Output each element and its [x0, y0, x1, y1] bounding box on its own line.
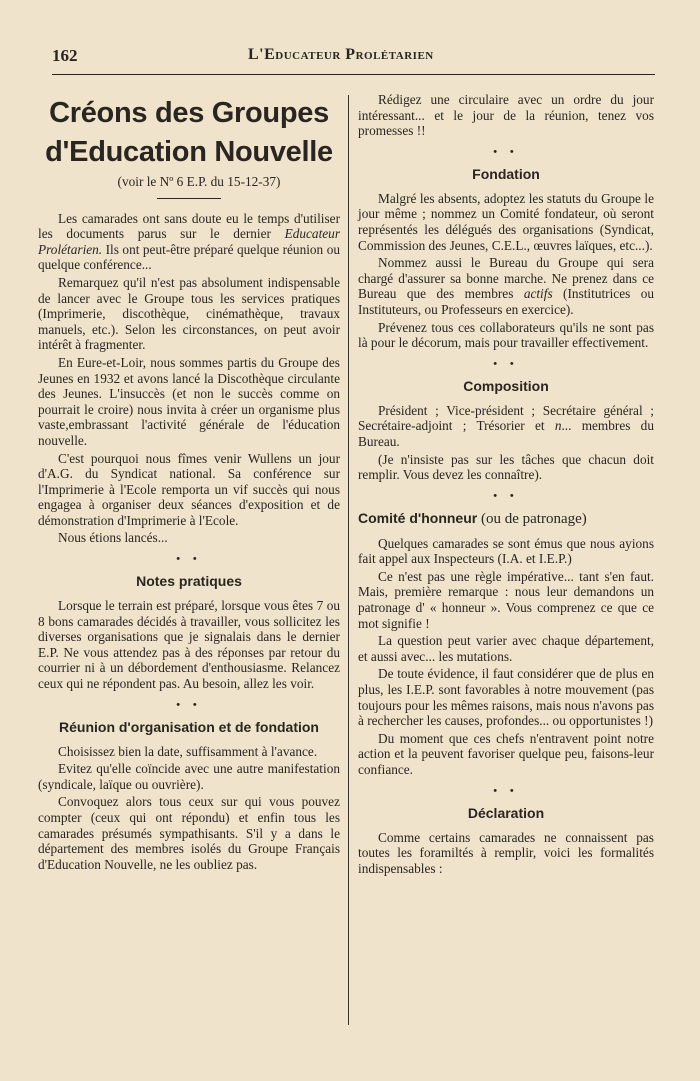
heading-reunion: Réunion d'organisation et de fondation — [59, 718, 319, 735]
comite-paragraph-4: De toute évidence, il faut considérer que de plus en plus, les I.E.P. sont favorables à notre mouvement (pas toujours pour les mêmes raisons, mais nous n'avons pas à rechercher les causes, profondes... ou opportunistes !) — [358, 666, 655, 729]
intro-paragraph-2: Remarquez qu'il n'est pas absolument indispensable de lancer avec le Groupe tous les services pratiques (Imprimerie, discothèque, cinémathèque, travaux manuels, etc.). Selon les circonstances, on peut avoir intérêt à fragmenter. — [38, 274, 340, 353]
notes-paragraph-1: Lorsque le terrain est préparé, lorsque vous êtes 7 ou 8 bons camarades décidés à travailler, vous sollicitez les diverses organisations que je signalais dans le dernier E.P. Ne vous attendez pas à des réponses par retour du courrier ni à un débordement d'enthousiasme. Relancez ceux qui ne répondent pas. Au besoin, allez les voir. — [38, 598, 340, 692]
article-title — [38, 94, 340, 172]
section-separator: • • — [493, 357, 519, 370]
actifs-italic: actifs — [523, 286, 553, 302]
journal-title: L'Educateur Prolétarien — [248, 46, 434, 63]
section-separator: • • — [176, 698, 202, 711]
comite-paragraph-5: Du moment que ces chefs n'entravent point notre action et la peuvent favoriser quelque peu, faisons-leur confiance. — [358, 730, 654, 777]
circulaire-paragraph: Rédigez une circulaire avec un ordre du jour intéressant... et le jour de la réunion, tenez vos promesses !! — [358, 92, 654, 139]
intro-paragraph-3: En Eure-et-Loir, nous sommes partis du Groupe des Jeunes en 1932 et avons lancé la Discothèque circulante des Jeunes. L'insuccès (et non le succès comme on pourrait le croire) nous invita à créer un organisme plus vaste,embrassant l'activité générale de l'éducation nouvelle. — [38, 354, 340, 448]
reunion-paragraph-3: Convoquez alors tous ceux sur qui vous pouvez compter (ceux qui ont répondu) et enfin tous les camarades présumés sympathisants. S'il y a dans le département des membres isolés du Groupe Français d'Education Nouvelle, ne les oubliez pas. — [38, 794, 340, 872]
heading-fondation: Fondation — [472, 165, 540, 182]
composition-paragraph-1: Président ; Vice-président ; Secrétaire général ; Secrétaire-adjoint ; Trésorier et n... membres du Bureau. — [358, 402, 654, 449]
column-divider — [348, 95, 349, 1025]
article-title-line-2: d'Education Nouvelle — [45, 136, 333, 168]
heading-notes-pratiques: Notes pratiques — [136, 573, 242, 590]
reunion-paragraph-2: Evitez qu'elle coïncide avec une autre manifestation (syndicale, laïque ou ouvrière). — [38, 761, 340, 792]
page-header — [52, 44, 655, 75]
title-rule — [157, 198, 221, 199]
declaration-paragraph-1: Comme certains camarades ne connaissent pas toutes les foramiltés à remplir, voici les formalités indispensables : — [358, 829, 654, 876]
left-column — [38, 92, 340, 874]
section-separator: • • — [176, 553, 202, 566]
page-number: 162 — [52, 46, 78, 65]
heading-comite-honneur: Comité d'honneur (ou de patronage) — [358, 509, 587, 527]
article-title-line-1: Créons des Groupes — [49, 97, 329, 129]
n-italic: n — [554, 418, 562, 434]
fondation-paragraph-2: Nommez aussi le Bureau du Groupe qui sera chargé d'assurer sa bonne marche. Ne prenez dans ce Bureau que des membres actifs (Institutrices ou Instituteurs, ou Professeurs en exercice). — [358, 255, 654, 317]
comite-paragraph-3: La question peut varier avec chaque département, et aussi avec... les mutations. — [358, 633, 654, 664]
section-separator: • • — [493, 784, 519, 797]
comite-paragraph-2: Ce n'est pas une règle impérative... tant s'en faut. Mais, première remarque : nous leur demandons un patronage d' « honneur ». Vous comprenez ce que ce mot signifie ! — [358, 568, 654, 631]
composition-paragraph-2: (Je n'insiste pas sur les tâches que chacun doit remplir. Vous devez les connaître). — [358, 451, 654, 483]
right-column — [358, 92, 654, 878]
heading-comite-suffix: (ou de patronage) — [477, 510, 587, 527]
section-separator: • • — [493, 145, 519, 158]
fondation-paragraph-3: Prévenez tous ces collaborateurs qu'ils ne sont pas là pour le décorum, mais pour travailler effectivement. — [358, 319, 654, 351]
heading-declaration: Déclaration — [467, 804, 545, 821]
journal-name-italic: Educateur Prolétarien. — [38, 226, 340, 257]
intro-paragraph-5: Nous étions lancés... — [58, 530, 168, 546]
intro-paragraph-1: Les camarades ont sans doute eu le temps d'utiliser les documents parus sur le dernier Educateur Prolétarien. Ils ont peut-être préparé quelque réunion ou quelque conférence... — [38, 210, 340, 273]
comite-paragraph-1: Quelques camarades se sont émus que nous ayions fait appel aux Inspecteurs (I.A. et I.E.P.) — [358, 535, 654, 567]
heading-composition: Composition — [463, 377, 549, 394]
article-subtitle: (voir le Nº 6 E.P. du 15-12-37) — [117, 174, 281, 189]
reunion-paragraph-1: Choisissez bien la date, suffisamment à l'avance. — [58, 743, 318, 759]
fondation-paragraph-1: Malgré les absents, adoptez les statuts du Groupe le jour même ; nommez un Comité fondateur, où seront représentés les délégués des organisations (Syndicat, Commission des Jeunes, C.E.L., œuvres laïques, etc...). — [358, 190, 654, 253]
section-separator: • • — [493, 489, 519, 502]
intro-paragraph-4: C'est pourquoi nous fîmes venir Wullens un jour d'A.G. du Syndicat national. Sa conférence sur l'Imprimerie à l'Ecole remporta un vif succès qui nous engagea à organiser deux séances d'exposition et de démonstration d'Imprimerie à l'Ecole. — [38, 450, 340, 528]
